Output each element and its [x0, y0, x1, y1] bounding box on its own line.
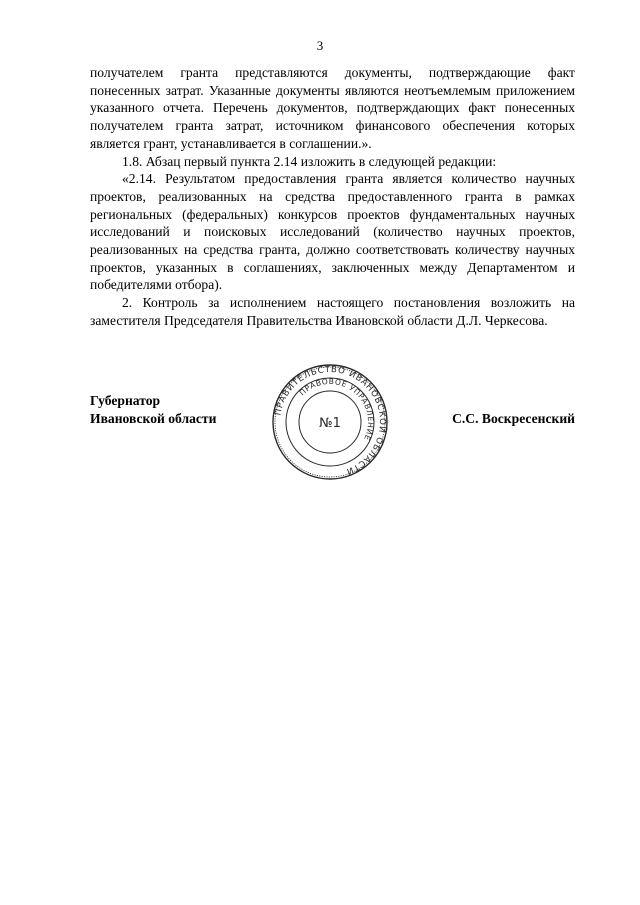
stamp-number: №1: [319, 416, 341, 431]
stamp-outer-text: ПРАВИТЕЛЬСТВО ИВАНОВСКОЙ ОБЛАСТИ: [273, 364, 388, 477]
paragraph-clause-2-14: «2.14. Результатом предоставления гранта является количество научных проектов, реализованных на средства предоставленного гранта в рамках региональных (федеральных) конкурсов проектов фундаментальных научных исследований и поисковых исследований (количество научных проектов, реализованных на средства гранта, должно соответствовать количеству научных проектов, указанных в соглашениях, заключенных между Департаментом и победителями отбора).: [90, 171, 575, 293]
official-stamp: [271, 363, 389, 481]
signatory-title: [90, 392, 216, 428]
paragraph-continuation: получателем гранта представляются документы, подтверждающие факт понесенных затрат. Указанные документы являются неотъемлемым приложением указанного отчета. Перечень документов, подтверждающих факт понесенных получателем гранта затрат, источником финансового обеспечения которых является грант, устанавливается в соглашении.».: [90, 65, 575, 151]
signatory-title-line2: Ивановской области: [90, 411, 217, 426]
signatory-name: С.С. Воскресенский: [452, 411, 575, 426]
paragraph-amendment-1-8: 1.8. Абзац первый пункта 2.14 изложить в следующей редакции:: [122, 153, 497, 169]
stamp-inner-text: ПРАВОВОЕ УПРАВЛЕНИЕ: [297, 376, 376, 443]
document-body: [90, 64, 575, 330]
page-number: 3: [316, 38, 324, 53]
signatory-title-line1: Губернатор: [90, 393, 161, 408]
paragraph-control: 2. Контроль за исполнением настоящего постановления возложить на заместителя Председателя Правительства Ивановской области Д.Л. Черкесова.: [90, 295, 575, 328]
